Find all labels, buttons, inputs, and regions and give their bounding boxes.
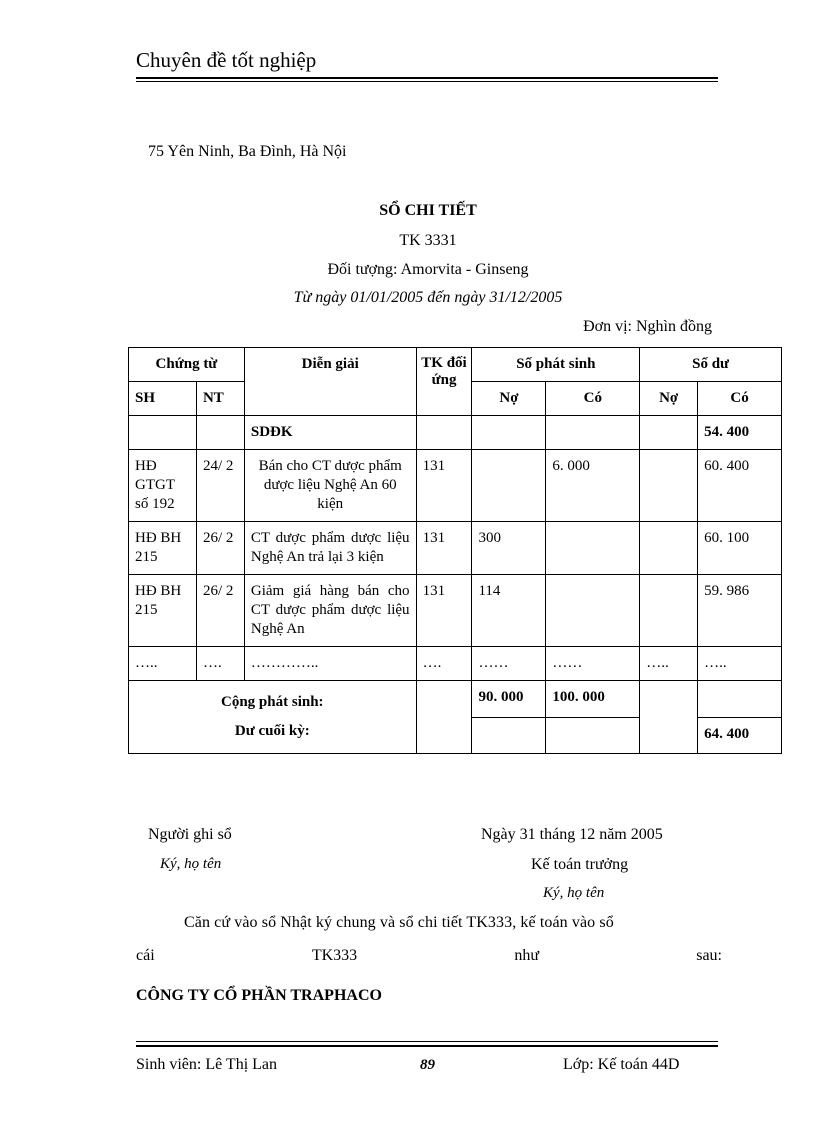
paragraph-word: như	[514, 947, 540, 964]
closing-balance-credit: 64. 400	[698, 717, 782, 754]
footer-class: Lớp: Kế toán 44D	[563, 1056, 680, 1073]
cell-tk	[416, 416, 472, 450]
table-row	[129, 575, 782, 647]
table-row	[129, 522, 782, 575]
cell-debit: ……	[472, 647, 546, 681]
cell-balance-debit	[640, 416, 698, 450]
cell-nt: 26/ 2	[196, 575, 244, 647]
header-description: Diễn giải	[244, 348, 416, 416]
total-debit: 90. 000	[472, 681, 546, 718]
closing-credit	[546, 717, 640, 754]
cell-sh: HĐ BH 215	[129, 522, 197, 575]
signature-recorder-sign: Ký, họ tên	[160, 856, 222, 872]
cell-nt: 24/ 2	[196, 450, 244, 522]
footer-student: Sinh viên: Lê Thị Lan	[136, 1056, 278, 1073]
footer-rule-thin	[136, 1041, 718, 1042]
cell-credit: ……	[546, 647, 640, 681]
cell-description: …………..	[244, 647, 416, 681]
cell-balance-debit: …..	[640, 647, 698, 681]
total-labels	[129, 681, 417, 754]
total-tk	[416, 681, 472, 754]
cell-credit: 6. 000	[546, 450, 640, 522]
cell-balance-credit: 60. 100	[698, 522, 782, 575]
cell-credit	[546, 522, 640, 575]
cell-debit: 300	[472, 522, 546, 575]
total-balance-debit	[640, 681, 698, 754]
header-sh: SH	[129, 382, 197, 416]
cell-description: SDĐK	[244, 416, 416, 450]
cell-nt: 26/ 2	[196, 522, 244, 575]
cell-balance-debit	[640, 450, 698, 522]
cell-sh	[129, 416, 197, 450]
cell-credit	[546, 575, 640, 647]
signature-chief-sign: Ký, họ tên	[543, 885, 605, 901]
cell-debit: 114	[472, 575, 546, 647]
cell-tk: ….	[416, 647, 472, 681]
ledger-period: Từ ngày 01/01/2005 đến ngày 31/12/2005	[293, 289, 563, 306]
cell-balance-debit	[640, 575, 698, 647]
paragraph-word: cái	[136, 947, 155, 964]
cell-balance-credit: 59. 986	[698, 575, 782, 647]
cell-description: CT dược phẩm dược liệu Nghệ An trả lại 3 kiện	[244, 522, 416, 575]
paragraph-word: TK333	[311, 947, 358, 964]
ledger-table	[128, 347, 782, 754]
signature-recorder: Người ghi sổ	[148, 826, 232, 843]
cell-sh: …..	[129, 647, 197, 681]
total-row	[129, 681, 782, 718]
ledger-unit: Đơn vị: Nghìn đồng	[583, 318, 712, 335]
footer-rule	[136, 1045, 718, 1047]
cell-sh: HĐ GTGT số 192	[129, 450, 197, 522]
footer-page-number: 89	[420, 1057, 435, 1073]
signature-date: Ngày 31 tháng 12 năm 2005	[481, 826, 663, 843]
cell-balance-credit: 54. 400	[698, 416, 782, 450]
cell-balance-credit: 60. 400	[698, 450, 782, 522]
closing-debit	[472, 717, 546, 754]
header-balance-credit: Có	[698, 382, 782, 416]
cell-description: Bán cho CT dược phẩm dược liệu Nghệ An 60 kiện	[244, 450, 416, 522]
ledger-account: TK 3331	[399, 232, 457, 249]
header-rule-thin	[136, 81, 718, 82]
cell-balance-credit: …..	[698, 647, 782, 681]
cell-nt: ….	[196, 647, 244, 681]
header-rule	[136, 77, 718, 79]
table-row	[129, 416, 782, 450]
paragraph-line-2	[136, 947, 722, 965]
header-nt: NT	[196, 382, 244, 416]
company-address: 75 Yên Ninh, Ba Đình, Hà Nội	[148, 143, 347, 160]
header-debit: Nợ	[472, 382, 546, 416]
closing-label: Dư cuối kỳ:	[234, 723, 310, 739]
cell-nt	[196, 416, 244, 450]
cell-tk: 131	[416, 575, 472, 647]
cell-balance-debit	[640, 522, 698, 575]
cell-tk: 131	[416, 450, 472, 522]
header-balance: Số dư	[640, 348, 782, 382]
header-voucher: Chứng từ	[129, 348, 245, 382]
table-header-row	[129, 348, 782, 382]
ledger-title: SỔ CHI TIẾT	[379, 202, 477, 219]
total-balance-credit	[698, 681, 782, 718]
header-balance-debit: Nợ	[640, 382, 698, 416]
total-label: Cộng phát sinh:	[221, 694, 324, 710]
paragraph-word: sau:	[696, 947, 722, 964]
signature-chief: Kế toán trưởng	[531, 856, 629, 873]
total-credit: 100. 000	[546, 681, 640, 718]
cell-sh: HĐ BH 215	[129, 575, 197, 647]
ledger-subject: Đối tượng: Amorvita - Ginseng	[327, 261, 529, 278]
header-transactions: Số phát sinh	[472, 348, 640, 382]
company-name: CÔNG TY CỔ PHẦN TRAPHACO	[136, 987, 382, 1004]
cell-debit	[472, 416, 546, 450]
header-contra-account: TK đối ứng	[416, 348, 472, 416]
cell-description: Giảm giá hàng bán cho CT dược phẩm dược liệu Nghệ An	[244, 575, 416, 647]
paragraph-line-1: Căn cứ vào sổ Nhật ký chung và sổ chi tiết TK333, kế toán vào sổ	[184, 914, 614, 931]
cell-debit	[472, 450, 546, 522]
cell-credit	[546, 416, 640, 450]
table-row	[129, 450, 782, 522]
cell-tk: 131	[416, 522, 472, 575]
header-credit: Có	[546, 382, 640, 416]
page-header-title: Chuyên đề tốt nghiệp	[136, 48, 317, 72]
table-row	[129, 647, 782, 681]
